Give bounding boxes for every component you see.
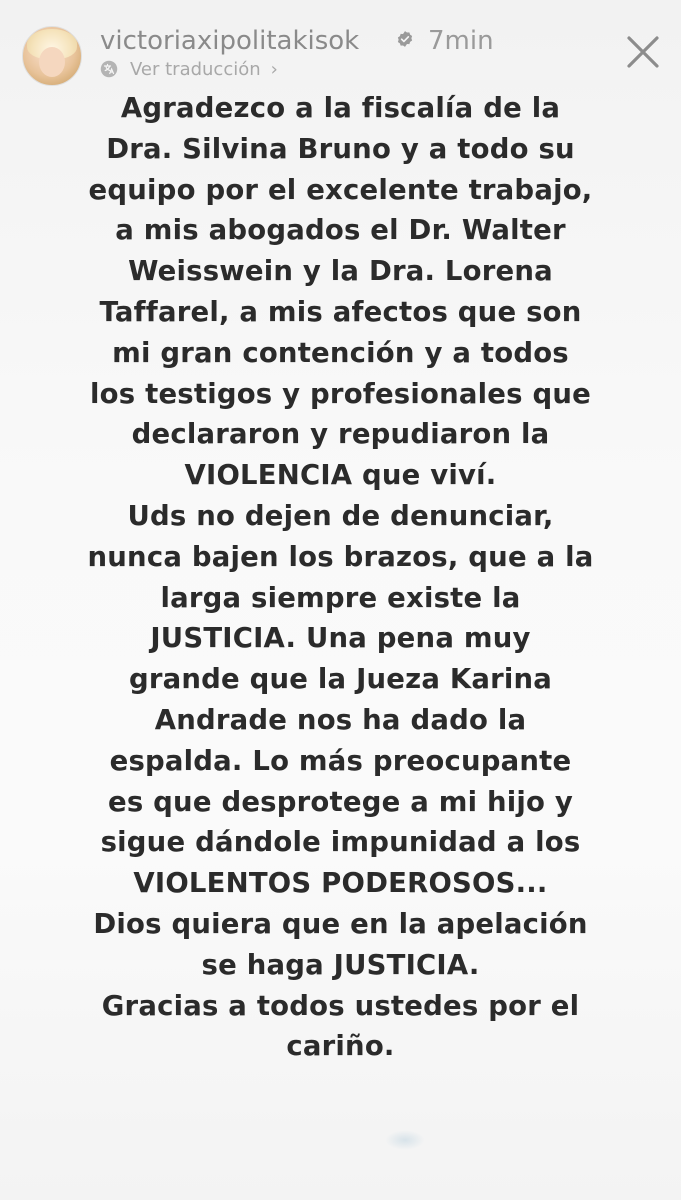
story-text-line: Agradezco a la fiscalía de la — [120, 92, 561, 124]
story-text-line: grande que la Jueza Karina — [128, 663, 553, 696]
story-text-line: Taffarel, a mis afectos que son — [99, 295, 582, 328]
story-time: 7min — [428, 26, 494, 56]
story-text-line: sigue dándole impunidad a los — [100, 826, 581, 859]
story-text-line: mi gran contención y a todos — [112, 336, 569, 369]
story-text-line: Andrade nos ha dado la — [154, 703, 527, 736]
story-text-line: espalda. Lo más preocupante — [109, 744, 572, 777]
see-translation-label: Ver traducción — [130, 58, 261, 80]
translate-icon — [100, 60, 118, 78]
story-text — [40, 88, 641, 1067]
story-text-line: Weisswein y la Dra. Lorena — [128, 255, 553, 288]
story-text-line: VIOLENTOS PODEROSOS... — [133, 867, 548, 900]
story-text-line: Dra. Silvina Bruno y a todo su — [106, 132, 575, 165]
story-text-line: VIOLENCIA que viví. — [184, 459, 497, 492]
see-translation-link[interactable] — [100, 58, 278, 80]
avatar-face — [39, 47, 65, 77]
chevron-right-icon: › — [270, 58, 278, 80]
story-text-line: los testigos y profesionales que — [90, 377, 591, 410]
story-text-line: Uds no dejen de denunciar, — [127, 499, 554, 532]
screen-glare — [385, 1130, 425, 1150]
story-text-line: larga siempre existe la — [160, 581, 521, 614]
story-text-line: JUSTICIA. Una pena muy — [150, 622, 531, 655]
story-text-line: cariño. — [286, 1030, 395, 1063]
story-text-line: declararon y repudiaron la — [131, 418, 550, 451]
story-text-line: nunca bajen los brazos, que a la — [87, 540, 594, 573]
story-header — [0, 0, 681, 100]
close-icon[interactable] — [623, 32, 663, 72]
story-text-line: se haga JUSTICIA. — [201, 948, 480, 981]
story-text-line: es que desprotege a mi hijo y — [107, 785, 574, 818]
story-text-line: equipo por el excelente trabajo, — [88, 173, 593, 206]
story-text-line: Dios quiera que en la apelación — [93, 907, 588, 940]
story-text-line: a mis abogados el Dr. Walter — [115, 214, 566, 247]
story-text-line: Gracias a todos ustedes por el — [101, 989, 580, 1022]
username[interactable]: victoriaxipolitakisok — [100, 26, 360, 56]
verified-badge-icon — [396, 30, 414, 48]
avatar[interactable] — [22, 26, 82, 86]
